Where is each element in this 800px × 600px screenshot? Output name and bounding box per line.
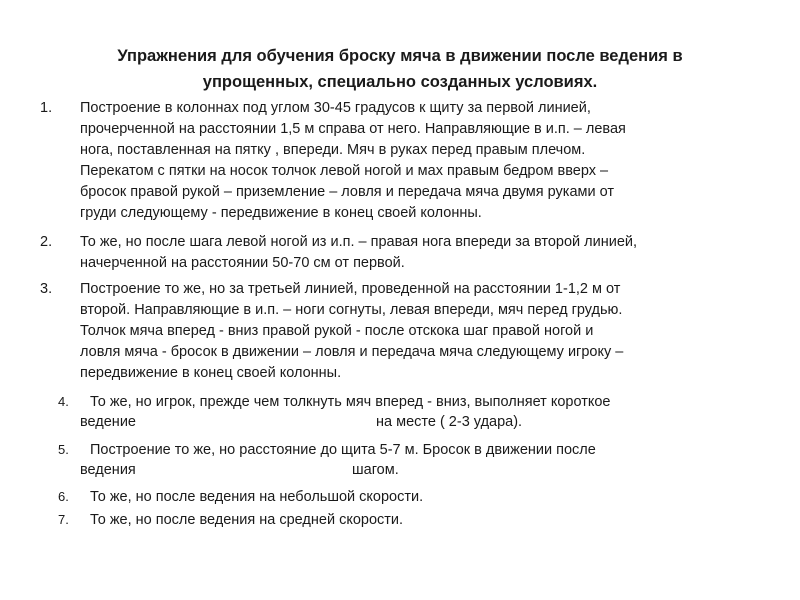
list-item-3-line-3: Толчок мяча вперед - вниз правой рукой - после отскока шаг правой ногой и — [80, 323, 594, 339]
list-item-2-line-1: То же, но после шага левой ногой из и.п. – правая нога впереди за второй линией, — [80, 234, 638, 250]
list-item-6-line-1: То же, но после ведения на небольшой скорости. — [90, 489, 424, 505]
list-number-2: 2. — [40, 234, 53, 250]
list-item-5-line-3: шагом. — [352, 462, 399, 478]
list-number-7: 7. — [58, 512, 69, 527]
list-item-3-line-5: передвижение в конец своей колонны. — [80, 365, 342, 381]
list-item-5-line-2: ведения — [80, 462, 136, 478]
slide-title-line-2: упрощенных, специально созданных условиях. — [202, 73, 598, 91]
list-item-7-line-1: То же, но после ведения на средней скорости. — [90, 512, 404, 528]
list-number-3: 3. — [40, 281, 53, 297]
list-item-3-line-1: Построение то же, но за третьей линией, проведенной на расстоянии 1-1,2 м от — [80, 281, 621, 297]
slide-title-line-1: Упражнения для обучения броску мяча в движении после ведения в — [117, 47, 683, 65]
list-number-6: 6. — [58, 489, 69, 504]
list-item-1-line-1: Построение в колоннах под углом 30-45 градусов к щиту за первой линией, — [80, 100, 591, 116]
list-item-1-line-5: бросок правой рукой – приземление – ловля и передача мяча двумя руками от — [80, 184, 615, 200]
list-item-4-line-2: ведение — [80, 414, 136, 430]
list-item-1-line-3: нога, поставленная на пятку , впереди. Мяч в руках перед правым плечом. — [80, 142, 586, 158]
list-item-1-line-2: прочерченной на расстоянии 1,5 м справа от него. Направляющие в и.п. – левая — [80, 121, 626, 137]
list-item-4-line-1: То же, но игрок, прежде чем толкнуть мяч вперед - вниз, выполняет короткое — [90, 394, 611, 410]
list-number-4: 4. — [58, 394, 69, 409]
list-number-1: 1. — [40, 100, 53, 116]
list-item-1-line-4: Перекатом с пятки на носок толчок левой ногой и мах правым бедром вверх – — [80, 163, 609, 179]
list-item-3-line-2: второй. Направляющие в и.п. – ноги согнуты, левая впереди, мяч перед грудью. — [80, 302, 623, 318]
list-item-4-line-3: на месте ( 2-3 удара). — [376, 414, 523, 430]
list-item-2-line-2: начерченной на расстоянии 50-70 см от первой. — [80, 255, 405, 271]
list-number-5: 5. — [58, 442, 69, 457]
list-item-1-line-6: груди следующему - передвижение в конец своей колонны. — [80, 205, 482, 221]
list-item-5-line-1: Построение то же, но расстояние до щита 5-7 м. Бросок в движении после — [90, 442, 596, 458]
list-item-3-line-4: ловля мяча - бросок в движении – ловля и передача мяча следующему игроку – — [80, 344, 624, 360]
